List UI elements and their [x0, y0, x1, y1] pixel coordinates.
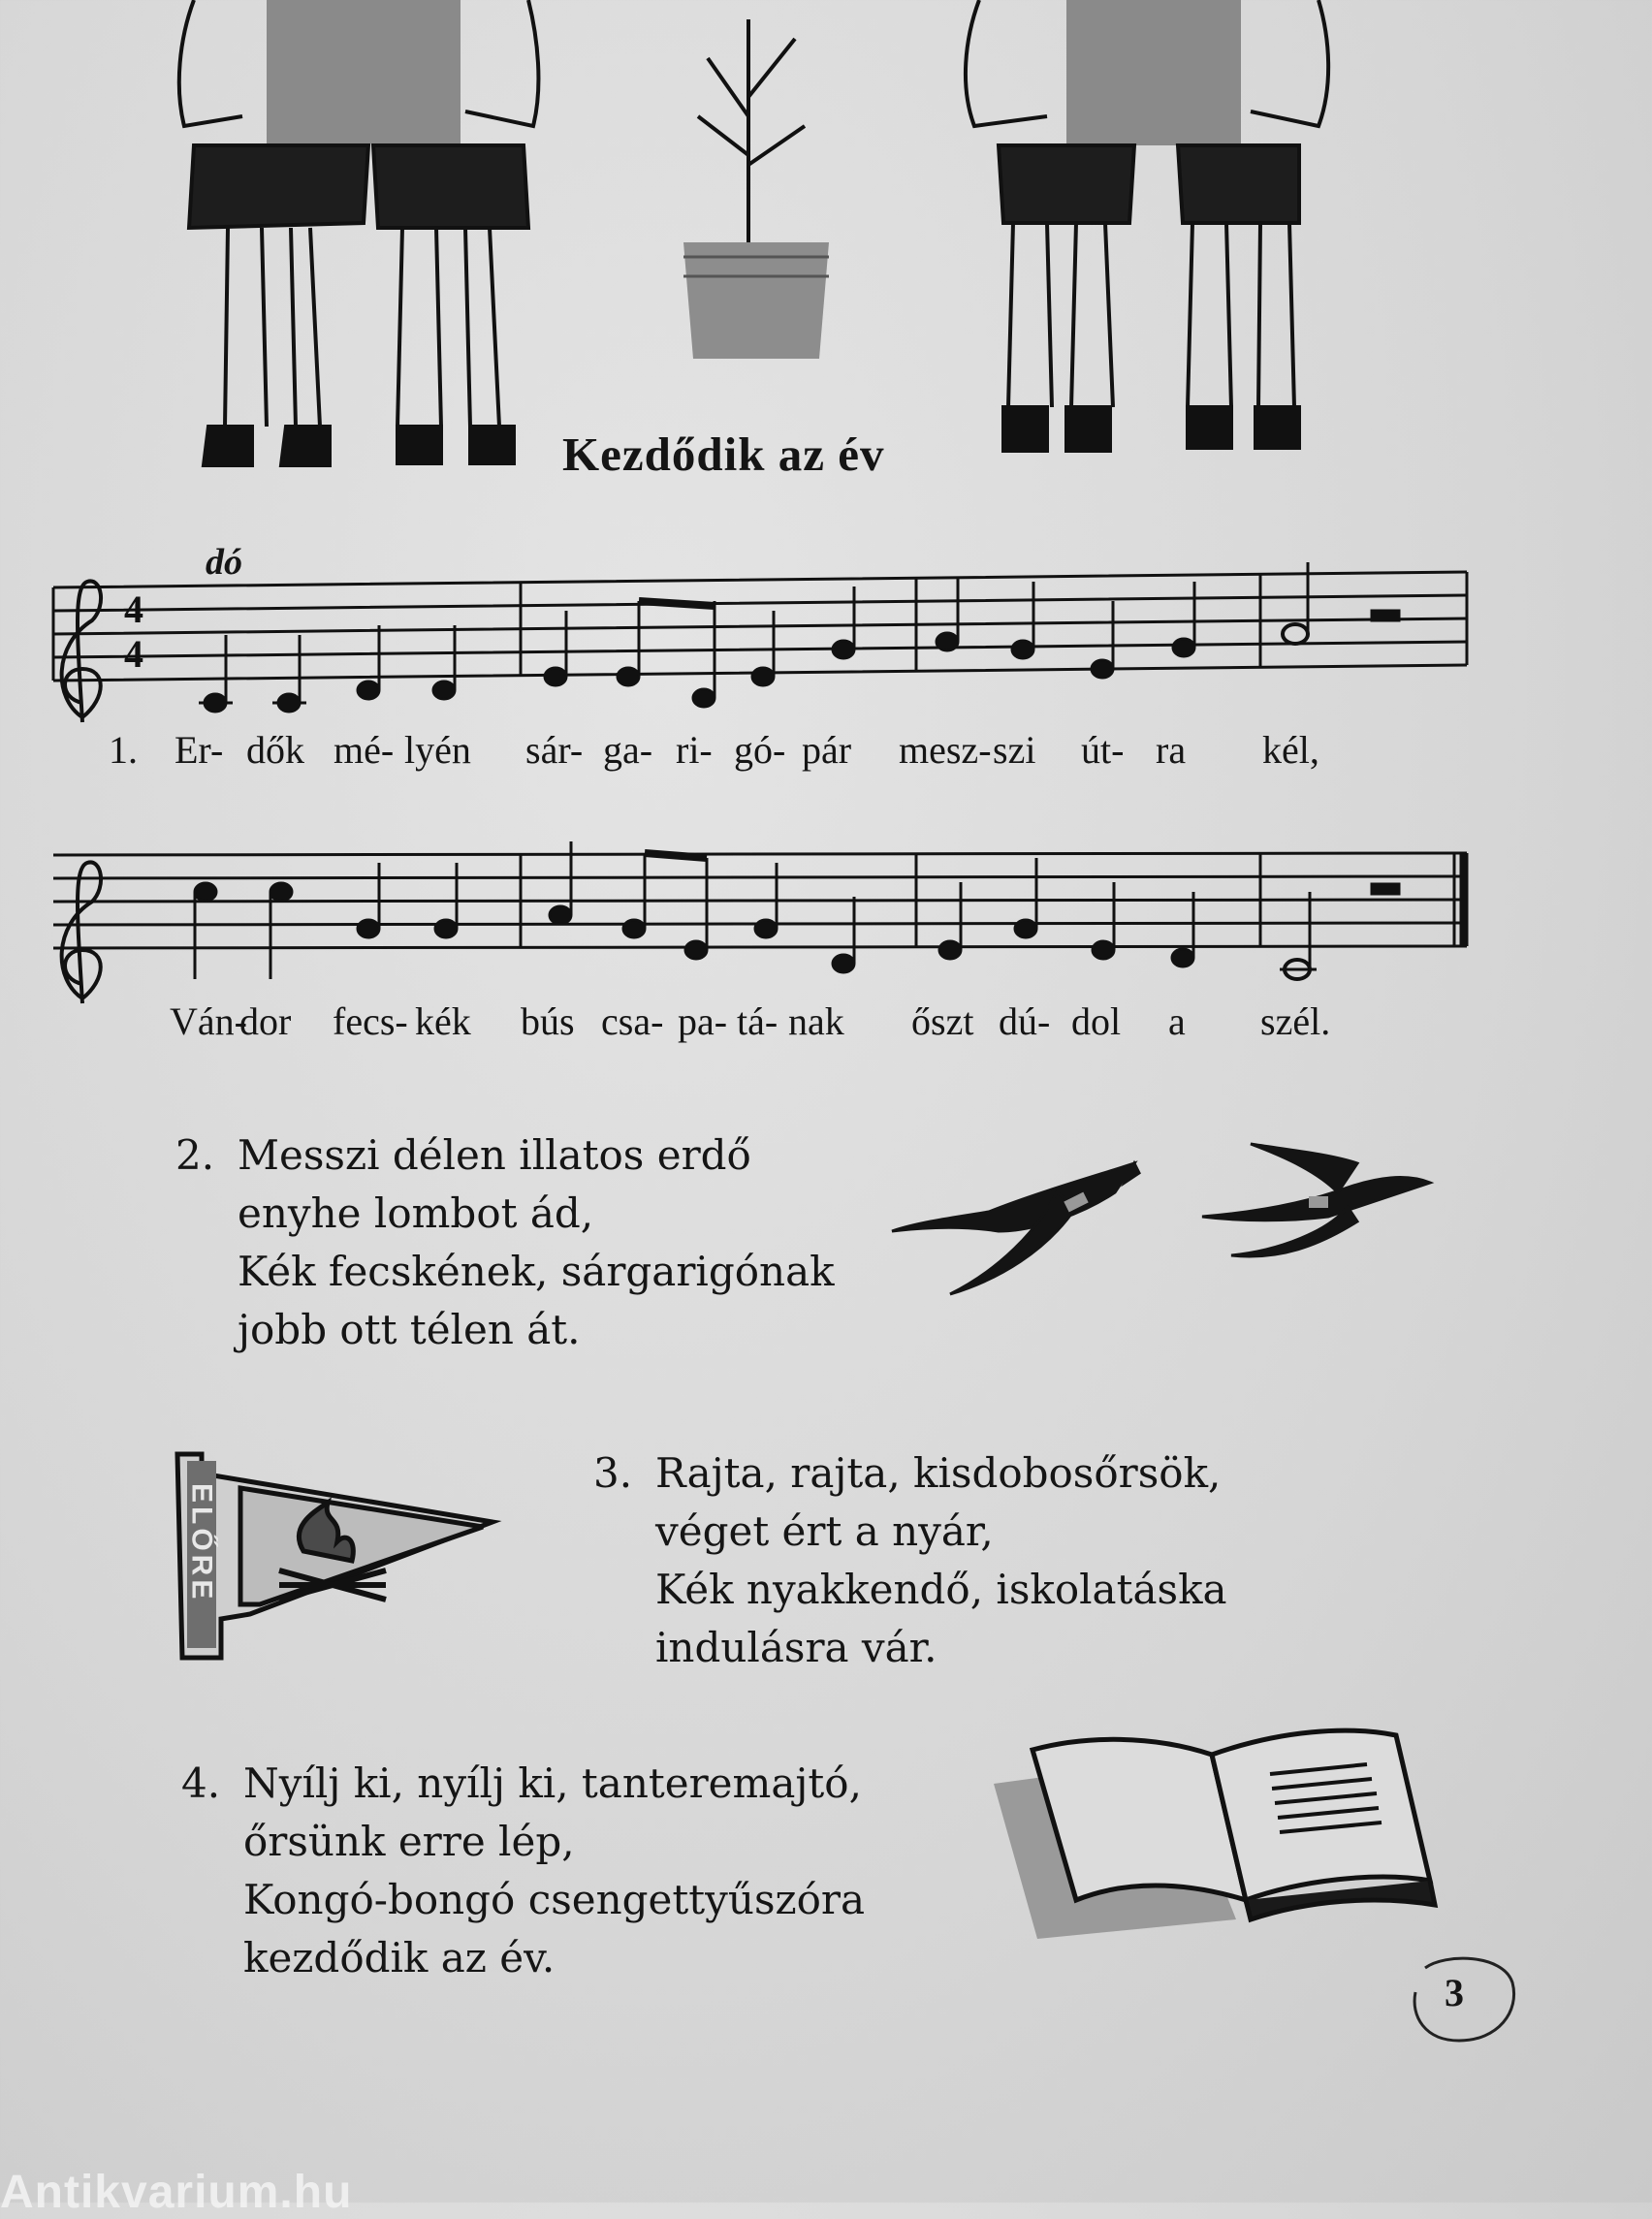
song-title: Kezdődik az év [562, 428, 885, 481]
verse-line: kezdődik az év. [243, 1934, 556, 1981]
swallows-illustration [892, 1134, 1435, 1328]
verse-4 [181, 1755, 866, 1987]
watermark: Antikvarium.hu [0, 2167, 353, 2218]
time-sig-top: 4 [124, 587, 143, 631]
verse-line: véget ért a nyár, [655, 1507, 994, 1555]
pennant-illustration [173, 1449, 522, 1672]
verse-number: 2. [175, 1131, 215, 1179]
solfa-mark: dó [206, 542, 242, 583]
verse-line: Rajta, rajta, kisdobosőrsök, [655, 1449, 1222, 1497]
verse-number: 4. [181, 1759, 221, 1807]
pennant-text: ELŐRE [185, 1483, 218, 1603]
verse-number: 3. [593, 1449, 633, 1497]
verse-line: Kék nyakkendő, iskolatáska [655, 1566, 1227, 1613]
verse-line: enyhe lombot ád, [238, 1189, 594, 1237]
verse-2 [175, 1126, 835, 1359]
children-illustration [0, 0, 1652, 485]
time-sig-bottom: 4 [124, 632, 143, 676]
verse-line: indulásra vár. [655, 1624, 937, 1671]
verse-line: Kék fecskének, sárgarigónak [238, 1248, 835, 1295]
verse-3 [593, 1444, 1227, 1677]
verse-line: őrsünk erre lép, [243, 1818, 575, 1865]
page-number-text: 3 [1445, 1971, 1464, 2014]
book-illustration [989, 1716, 1435, 1939]
verse-line: jobb ott télen át. [238, 1306, 581, 1353]
verse-line: Messzi délen illatos erdő [238, 1131, 751, 1179]
page-number [1406, 1949, 1522, 2045]
verse-line: Nyílj ki, nyílj ki, tanteremajtó, [243, 1759, 862, 1807]
verse-line: Kongó-bongó csengettyűszóra [243, 1876, 866, 1923]
music-staff-1 [0, 553, 1652, 746]
